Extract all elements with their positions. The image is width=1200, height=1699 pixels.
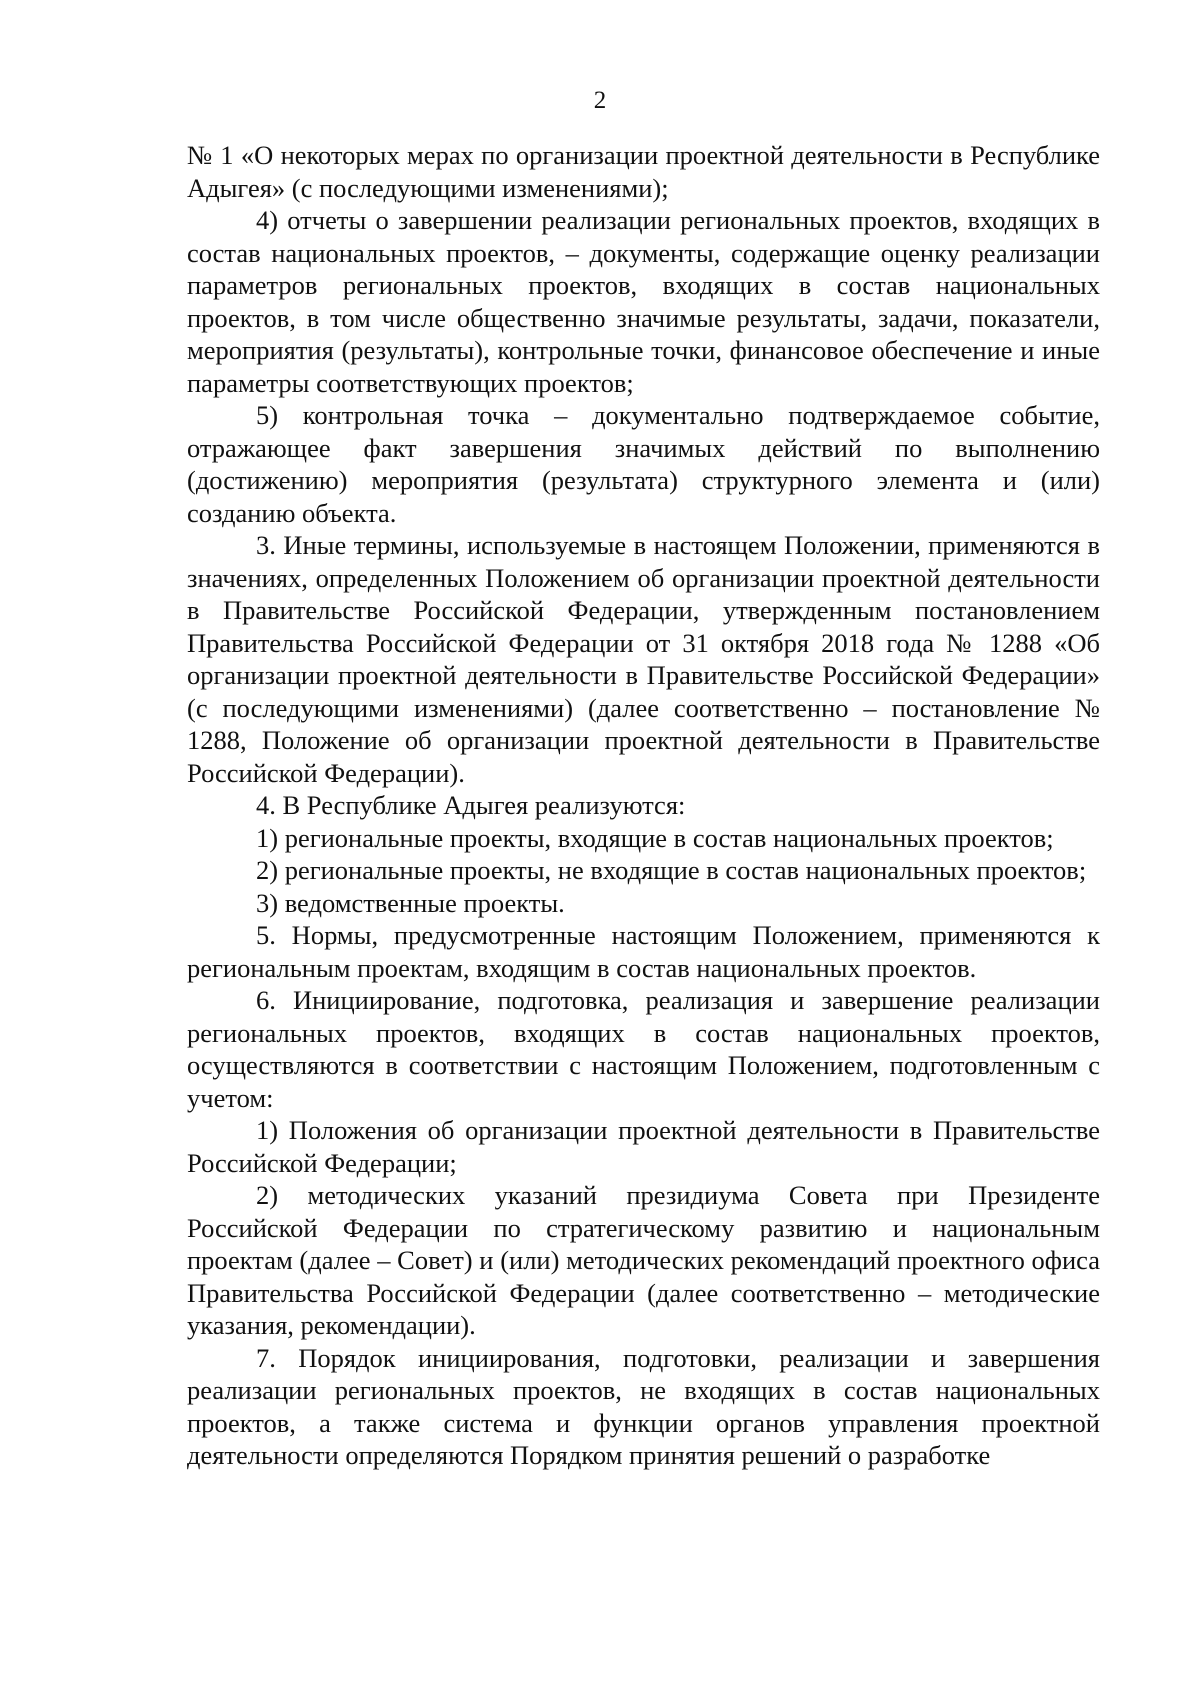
paragraph: 5) контрольная точка – документально подтверждаемое событие, отражающее факт завершения значимых действий по выполнению (достижению) мероприятия (результата) структурного элемента и (или) созданию объекта. (187, 400, 1100, 528)
page-number: 2 (593, 87, 607, 114)
paragraph: 2) методических указаний президиума Совета при Президенте Российской Федерации по стратегическому развитию и национальным проектам (далее – Совет) и (или) методических рекомендаций проектного офиса Правительства Российской Федерации (далее соответственно – методические указания, рекомендации). (187, 1180, 1100, 1340)
paragraph: 4. В Республике Адыгея реализуются: (256, 790, 686, 820)
paragraph: 2) региональные проекты, не входящие в состав национальных проектов; (256, 855, 1087, 885)
paragraph: 3. Иные термины, используемые в настоящем Положении, применяются в значениях, определенных Положением об организации проектной деятельности в Правительстве Российской Федерации, утвержденным постановлением Правительства Российской Федерации от 31 октября 2018 года № 1288 «Об организации проектной деятельности в Правительстве Российской Федерации» (с последующими изменениями) (далее соответственно – постановление № 1288, Положение об организации проектной деятельности в Правительстве Российской Федерации). (187, 530, 1100, 788)
document-body (187, 139, 1100, 1472)
paragraph: 6. Инициирование, подготовка, реализация и завершение реализации региональных проектов, входящих в состав национальных проектов, осуществляются в соответствии с настоящим Положением, подготовленным с учетом: (187, 985, 1100, 1113)
paragraph: 7. Порядок инициирования, подготовки, реализации и завершения реализации региональных проектов, не входящих в состав национальных проектов, а также система и функции органов управления проектной деятельности определяются Порядком принятия решений о разработке (187, 1342, 1100, 1470)
paragraph: 4) отчеты о завершении реализации региональных проектов, входящих в состав национальных проектов, – документы, содержащие оценку реализации параметров региональных проектов, входящих в состав национальных проектов, в том числе общественно значимые результаты, задачи, показатели, мероприятия (результаты), контрольные точки, финансовое обеспечение и иные параметры соответствующих проектов; (187, 205, 1100, 398)
paragraph: 1) региональные проекты, входящие в состав национальных проектов; (256, 822, 1054, 853)
paragraph: 3) ведомственные проекты. (256, 887, 565, 918)
paragraph: № 1 «О некоторых мерах по организации проектной деятельности в Республике Адыгея» (с последующими изменениями); (187, 140, 1100, 203)
paragraph: 1) Положения об организации проектной деятельности в Правительстве Российской Федерации; (187, 1115, 1100, 1178)
paragraph: 5. Нормы, предусмотренные настоящим Положением, применяются к региональным проектам, входящим в состав национальных проектов. (187, 920, 1100, 983)
